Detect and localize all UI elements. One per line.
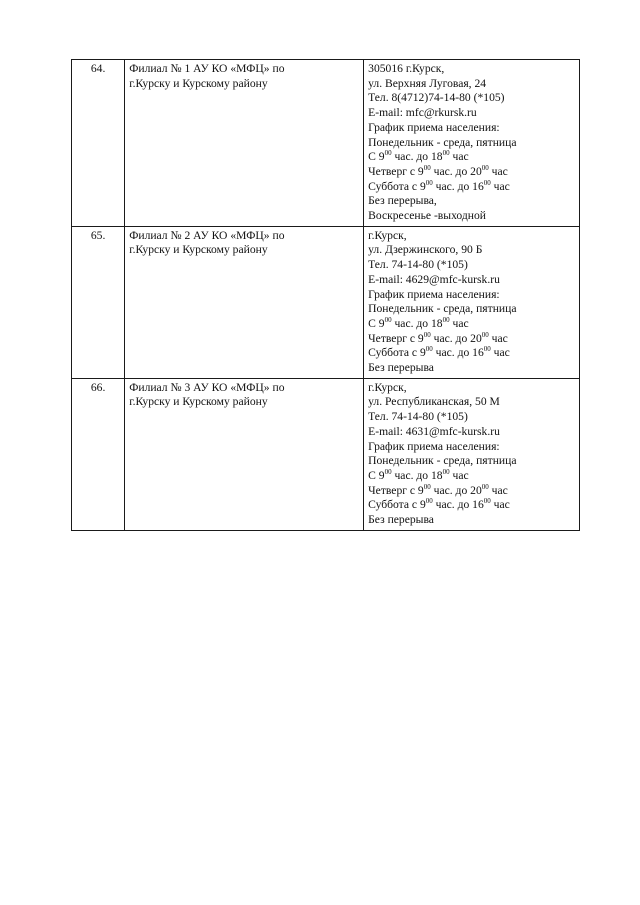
hours-weekdays: С $9^{00}$ час. до $18^{00}$ час (368, 467, 469, 482)
branch-name-line: Филиал № 2 АУ КО «МФЦ» по (129, 228, 285, 242)
row-number: 64. (72, 60, 125, 227)
branch-info (364, 60, 580, 227)
address-line: ул. Республиканская, 50 М (368, 395, 500, 409)
no-break: Без перерыва, (368, 194, 437, 208)
phone: Тел. 74-14-80 (*105) (368, 410, 468, 424)
branch-name (125, 378, 364, 530)
branch-name-line: Филиал № 1 АУ КО «МФЦ» по (129, 62, 285, 75)
hours-thursday: Четверг с $9^{00}$ час. до $20^{00}$ час (368, 482, 508, 497)
address-line: 305016 г.Курск, (368, 62, 445, 75)
address-line: г.Курск, (368, 380, 407, 394)
table-row (72, 226, 580, 378)
schedule-title: График приема населения: (368, 439, 500, 453)
branch-info (364, 226, 580, 378)
no-break: Без перерыва (368, 513, 434, 527)
schedule-days: Понедельник - среда, пятница (368, 135, 517, 149)
hours-thursday: Четверг с $9^{00}$ час. до $20^{00}$ час (368, 163, 508, 178)
branch-name-line: г.Курску и Курскому району (129, 395, 268, 409)
phone: Тел. 74-14-80 (*105) (368, 258, 468, 272)
schedule-title: График приема населения: (368, 287, 500, 301)
email: E-mail: 4631@mfc-kursk.ru (368, 424, 500, 438)
schedule-title: График приема населения: (368, 120, 500, 134)
table-row (72, 60, 580, 227)
address-line: ул. Верхняя Луговая, 24 (368, 76, 487, 90)
hours-weekdays: С $9^{00}$ час. до $18^{00}$ час (368, 149, 469, 164)
branch-name-line: г.Курску и Курскому району (129, 243, 268, 257)
no-break: Без перерыва (368, 361, 434, 375)
branches-table (71, 59, 580, 531)
hours-saturday: Суббота с $9^{00}$ час. до $16^{00}$ час (368, 178, 510, 193)
schedule-days: Понедельник - среда, пятница (368, 302, 517, 316)
hours-weekdays: С $9^{00}$ час. до $18^{00}$ час (368, 315, 469, 330)
branch-name (125, 226, 364, 378)
branch-info (364, 378, 580, 530)
hours-thursday: Четверг с $9^{00}$ час. до $20^{00}$ час (368, 330, 508, 345)
hours-saturday: Суббота с $9^{00}$ час. до $16^{00}$ час (368, 345, 510, 360)
hours-saturday: Суббота с $9^{00}$ час. до $16^{00}$ час (368, 497, 510, 512)
row-number: 65. (72, 226, 125, 378)
table-row (72, 378, 580, 530)
branch-name-line: Филиал № 3 АУ КО «МФЦ» по (129, 380, 285, 394)
email: E-mail: mfc@rkursk.ru (368, 106, 477, 120)
address-line: г.Курск, (368, 228, 407, 242)
schedule-days: Понедельник - среда, пятница (368, 454, 517, 468)
email: E-mail: 4629@mfc-kursk.ru (368, 272, 500, 286)
sunday-off: Воскресенье -выходной (368, 209, 486, 223)
branch-name (125, 60, 364, 227)
row-number: 66. (72, 378, 125, 530)
branch-name-line: г.Курску и Курскому району (129, 76, 268, 90)
address-line: ул. Дзержинского, 90 Б (368, 243, 483, 257)
phone: Тел. 8(4712)74-14-80 (*105) (368, 91, 505, 105)
